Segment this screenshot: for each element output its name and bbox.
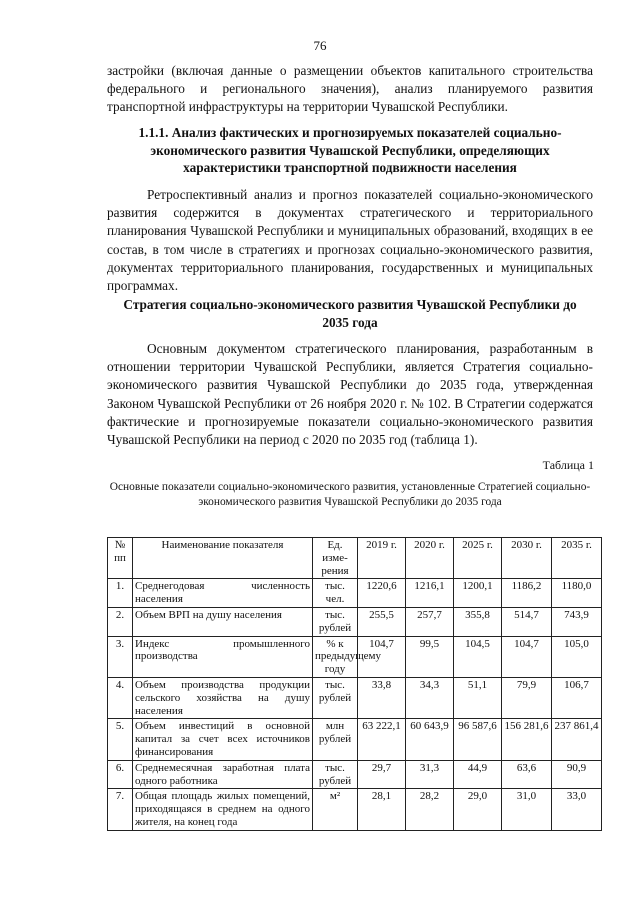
value-cell: 79,9 <box>502 677 552 718</box>
value-cell: 33,0 <box>552 789 602 830</box>
unit-cell: тыс. рублей <box>313 760 358 789</box>
table-row <box>108 677 602 718</box>
value-cell: 514,7 <box>502 607 552 636</box>
value-cell: 29,0 <box>454 789 502 830</box>
header-cell: № пп <box>108 538 133 579</box>
value-cell: 99,5 <box>406 636 454 677</box>
value-cell: 105,0 <box>552 636 602 677</box>
unit-cell: тыс. рублей <box>313 607 358 636</box>
value-cell: 156 281,6 <box>502 719 552 760</box>
value-cell: 29,7 <box>358 760 406 789</box>
value-cell: 90,9 <box>552 760 602 789</box>
value-cell: 255,5 <box>358 607 406 636</box>
header-cell: 2035 г. <box>552 538 602 579</box>
row-number: 3. <box>108 636 133 677</box>
value-cell: 257,7 <box>406 607 454 636</box>
value-cell: 28,1 <box>358 789 406 830</box>
row-number: 4. <box>108 677 133 718</box>
unit-cell: тыс. рублей <box>313 677 358 718</box>
value-cell: 1200,1 <box>454 579 502 608</box>
row-number: 2. <box>108 607 133 636</box>
table-row <box>108 760 602 789</box>
value-cell: 63,6 <box>502 760 552 789</box>
indicator-name: Среднегодовая численность населения <box>133 579 313 608</box>
row-number: 1. <box>108 579 133 608</box>
value-cell: 355,8 <box>454 607 502 636</box>
header-cell: 2019 г. <box>358 538 406 579</box>
value-cell: 1220,6 <box>358 579 406 608</box>
value-cell: 28,2 <box>406 789 454 830</box>
paragraph-retrospective: Ретроспективный анализ и прогноз показателей социально-экономического развития содержится в документах стратегического и территориального планирования Чувашской Республики и муниципальных образований, входящих в ее состав, в том числе в стратегиях и прогнозах социально-экономического развития, документах территориального планирования, государственных и муниципальных программах. <box>107 187 593 294</box>
section-heading: 1.1.1. Анализ фактических и прогнозируемых показателей социально-экономического развития Чувашской Республики, определяющих характеристики транспортной подвижности населения <box>138 125 562 175</box>
indicator-name: Индекс промышленного производства <box>133 636 313 677</box>
value-cell: 63 222,1 <box>358 719 406 760</box>
value-cell: 31,0 <box>502 789 552 830</box>
intro-paragraph: застройки (включая данные о размещении объектов капитального строительства федерального и регионального значения), анализ планируемого развития транспортной инфраструктуры на территории Чувашской Республики. <box>107 63 593 115</box>
indicator-name: Объем ВРП на душу населения <box>133 607 313 636</box>
indicators-table <box>107 537 602 831</box>
table-label: Таблица 1 <box>542 458 594 472</box>
value-cell: 104,5 <box>454 636 502 677</box>
strategy-subheading: Стратегия социально-экономического развития Чувашской Республики до 2035 года <box>123 297 577 330</box>
value-cell: 1180,0 <box>552 579 602 608</box>
row-number: 6. <box>108 760 133 789</box>
value-cell: 743,9 <box>552 607 602 636</box>
value-cell: 237 861,4 <box>552 719 602 760</box>
table-header-row <box>108 538 602 579</box>
value-cell: 51,1 <box>454 677 502 718</box>
page-number: 76 <box>313 38 327 53</box>
row-number: 7. <box>108 789 133 830</box>
value-cell: 1186,2 <box>502 579 552 608</box>
value-cell: 31,3 <box>406 760 454 789</box>
value-cell: 1216,1 <box>406 579 454 608</box>
value-cell: 34,3 <box>406 677 454 718</box>
table-row <box>108 636 602 677</box>
table-row <box>108 607 602 636</box>
table-row <box>108 579 602 608</box>
paragraph-strategy: Основным документом стратегического планирования, разработанным в отношении территории Чувашской Республики, является Стратегия социально-экономического развития Чувашской Республики до 2035 года, утвержденная Законом Чувашской Республики от 26 ноября 2020 г. № 102. В Стратегии содержатся фактические и прогнозируемые показатели социально-экономического развития Чувашской Республики на период с 2020 по 2035 год (таблица 1). <box>107 341 593 448</box>
header-cell: 2030 г. <box>502 538 552 579</box>
header-cell: 2025 г. <box>454 538 502 579</box>
indicator-name: Объем производства продукции сельского хозяйства на душу населения <box>133 677 313 718</box>
value-cell: 106,7 <box>552 677 602 718</box>
value-cell: 96 587,6 <box>454 719 502 760</box>
unit-cell: % к предыдущему году <box>313 636 358 677</box>
header-cell: 2020 г. <box>406 538 454 579</box>
indicator-name: Среднемесячная заработная плата одного работника <box>133 760 313 789</box>
unit-cell: млн рублей <box>313 719 358 760</box>
value-cell: 104,7 <box>502 636 552 677</box>
table-caption: Основные показатели социально-экономического развития, установленные Стратегией социально-экономического развития Чувашской Республики до 2035 года <box>109 481 591 508</box>
table-row <box>108 789 602 830</box>
header-cell: Ед. изме-рения <box>313 538 358 579</box>
header-cell: Наименование показателя <box>133 538 313 579</box>
unit-cell: м² <box>313 789 358 830</box>
value-cell: 33,8 <box>358 677 406 718</box>
indicator-name: Общая площадь жилых помещений, приходящаяся в среднем на одного жителя, на конец года <box>133 789 313 830</box>
indicator-name: Объем инвестиций в основной капитал за счет всех источников финансирования <box>133 719 313 760</box>
value-cell: 60 643,9 <box>406 719 454 760</box>
row-number: 5. <box>108 719 133 760</box>
value-cell: 44,9 <box>454 760 502 789</box>
value-cell: 104,7 <box>358 636 406 677</box>
table-row <box>108 719 602 760</box>
unit-cell: тыс. чел. <box>313 579 358 608</box>
